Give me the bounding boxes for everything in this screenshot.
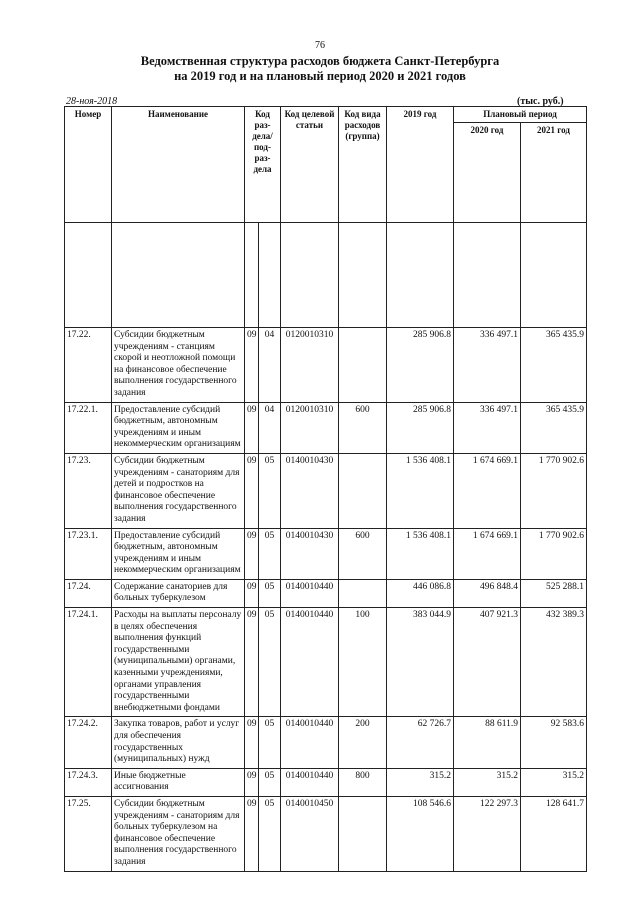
row-number: 17.23. [65,453,112,528]
row-subsection: 05 [259,608,281,717]
row-amount-2019: 1 536 408.1 [387,528,454,579]
row-name: Предоставление субсидий бюджетным, автономным учреждениям и иным некоммерческим организациям [112,402,245,453]
row-name: Закупка товаров, работ и услуг для обеспечения государственных (муниципальных) нужд [112,717,245,768]
row-amount-2021: 432 389.3 [521,608,587,717]
row-amount-2020: 336 497.1 [454,328,521,403]
document-title [0,54,640,84]
header-section: Код раз-дела/ под-раз-дела [245,107,281,223]
row-target-code: 0140010440 [281,768,339,796]
row-number: 17.24.1. [65,608,112,717]
units-label: (тыс. руб.) [517,96,564,107]
row-expense-type: 600 [339,402,387,453]
row-expense-type: 600 [339,528,387,579]
row-number: 17.24.3. [65,768,112,796]
row-number: 17.25. [65,796,112,871]
header-target: Код целевой статьи [281,107,339,223]
table-row [65,579,587,607]
row-section: 09 [245,528,259,579]
row-target-code: 0140010430 [281,528,339,579]
row-amount-2020: 1 674 669.1 [454,453,521,528]
row-amount-2019: 1 536 408.1 [387,453,454,528]
row-expense-type [339,453,387,528]
row-section: 09 [245,608,259,717]
row-name: Субсидии бюджетным учреждениям - санаториям для детей и подростков на финансовое обеспечение выполнения государственного задания [112,453,245,528]
row-subsection: 05 [259,453,281,528]
row-target-code: 0140010450 [281,796,339,871]
document-date: 28-ноя-2018 [66,96,118,107]
table-row [65,796,587,871]
row-amount-2020: 88 611.9 [454,717,521,768]
table-row [65,328,587,403]
page-number: 76 [315,40,325,51]
row-amount-2019: 285 906.8 [387,328,454,403]
title-line-2: на 2019 год и на плановый период 2020 и 2021 годов [174,69,466,83]
table-row [65,608,587,717]
row-subsection: 05 [259,528,281,579]
row-target-code: 0140010440 [281,579,339,607]
row-target-code: 0140010440 [281,717,339,768]
table-row [65,528,587,579]
row-target-code: 0140010440 [281,608,339,717]
row-section: 09 [245,579,259,607]
row-section: 09 [245,717,259,768]
table-spacer-row [65,223,587,328]
row-section: 09 [245,402,259,453]
header-2019: 2019 год [387,107,454,223]
row-number: 17.22.1. [65,402,112,453]
row-amount-2021: 128 641.7 [521,796,587,871]
row-subsection: 05 [259,579,281,607]
row-section: 09 [245,453,259,528]
row-section: 09 [245,768,259,796]
row-number: 17.22. [65,328,112,403]
row-target-code: 0140010430 [281,453,339,528]
row-amount-2019: 383 044.9 [387,608,454,717]
row-section: 09 [245,328,259,403]
header-planned: Плановый период [454,107,587,123]
header-expense-type: Код вида расходов (группа) [339,107,387,223]
row-amount-2019: 285 906.8 [387,402,454,453]
row-amount-2020: 407 921.3 [454,608,521,717]
budget-table [64,106,587,872]
row-subsection: 04 [259,328,281,403]
row-number: 17.24. [65,579,112,607]
row-amount-2020: 336 497.1 [454,402,521,453]
row-amount-2021: 1 770 902.6 [521,528,587,579]
title-line-1: Ведомственная структура расходов бюджета Санкт-Петербурга [140,54,500,68]
row-amount-2021: 525 288.1 [521,579,587,607]
header-2021: 2021 год [521,123,587,223]
row-subsection: 05 [259,768,281,796]
row-subsection: 05 [259,717,281,768]
header-2020: 2020 год [454,123,521,223]
row-subsection: 05 [259,796,281,871]
row-section: 09 [245,796,259,871]
row-expense-type [339,579,387,607]
row-name: Содержание санаториев для больных туберкулезом [112,579,245,607]
row-name: Субсидии бюджетным учреждениям - санаториям для больных туберкулезом на финансовое обеспечение выполнения государственного задания [112,796,245,871]
table-row [65,768,587,796]
row-amount-2021: 365 435.9 [521,328,587,403]
row-number: 17.23.1. [65,528,112,579]
row-amount-2021: 315.2 [521,768,587,796]
row-expense-type: 100 [339,608,387,717]
row-target-code: 0120010310 [281,402,339,453]
row-expense-type: 200 [339,717,387,768]
row-amount-2021: 365 435.9 [521,402,587,453]
row-name: Предоставление субсидий бюджетным, автономным учреждениям и иным некоммерческим организациям [112,528,245,579]
row-amount-2020: 1 674 669.1 [454,528,521,579]
row-expense-type [339,796,387,871]
row-amount-2019: 62 726.7 [387,717,454,768]
row-amount-2019: 108 546.6 [387,796,454,871]
row-target-code: 0120010310 [281,328,339,403]
row-amount-2021: 92 583.6 [521,717,587,768]
row-name: Расходы на выплаты персоналу в целях обеспечения выполнения функций государственными (муниципальными) органами, казенными учреждениями, органами управления государственными внебюджетными фондами [112,608,245,717]
row-amount-2019: 315.2 [387,768,454,796]
header-name: Наименование [112,107,245,223]
row-expense-type: 800 [339,768,387,796]
row-amount-2021: 1 770 902.6 [521,453,587,528]
row-expense-type [339,328,387,403]
row-amount-2019: 446 086.8 [387,579,454,607]
table-row [65,717,587,768]
row-amount-2020: 496 848.4 [454,579,521,607]
row-name: Иные бюджетные ассигнования [112,768,245,796]
row-number: 17.24.2. [65,717,112,768]
row-amount-2020: 315.2 [454,768,521,796]
header-number: Номер [65,107,112,223]
table-row [65,402,587,453]
row-amount-2020: 122 297.3 [454,796,521,871]
table-row [65,453,587,528]
row-name: Субсидии бюджетным учреждениям - станциям скорой и неотложной помощи на финансовое обеспечение выполнения государственного задания [112,328,245,403]
row-subsection: 04 [259,402,281,453]
